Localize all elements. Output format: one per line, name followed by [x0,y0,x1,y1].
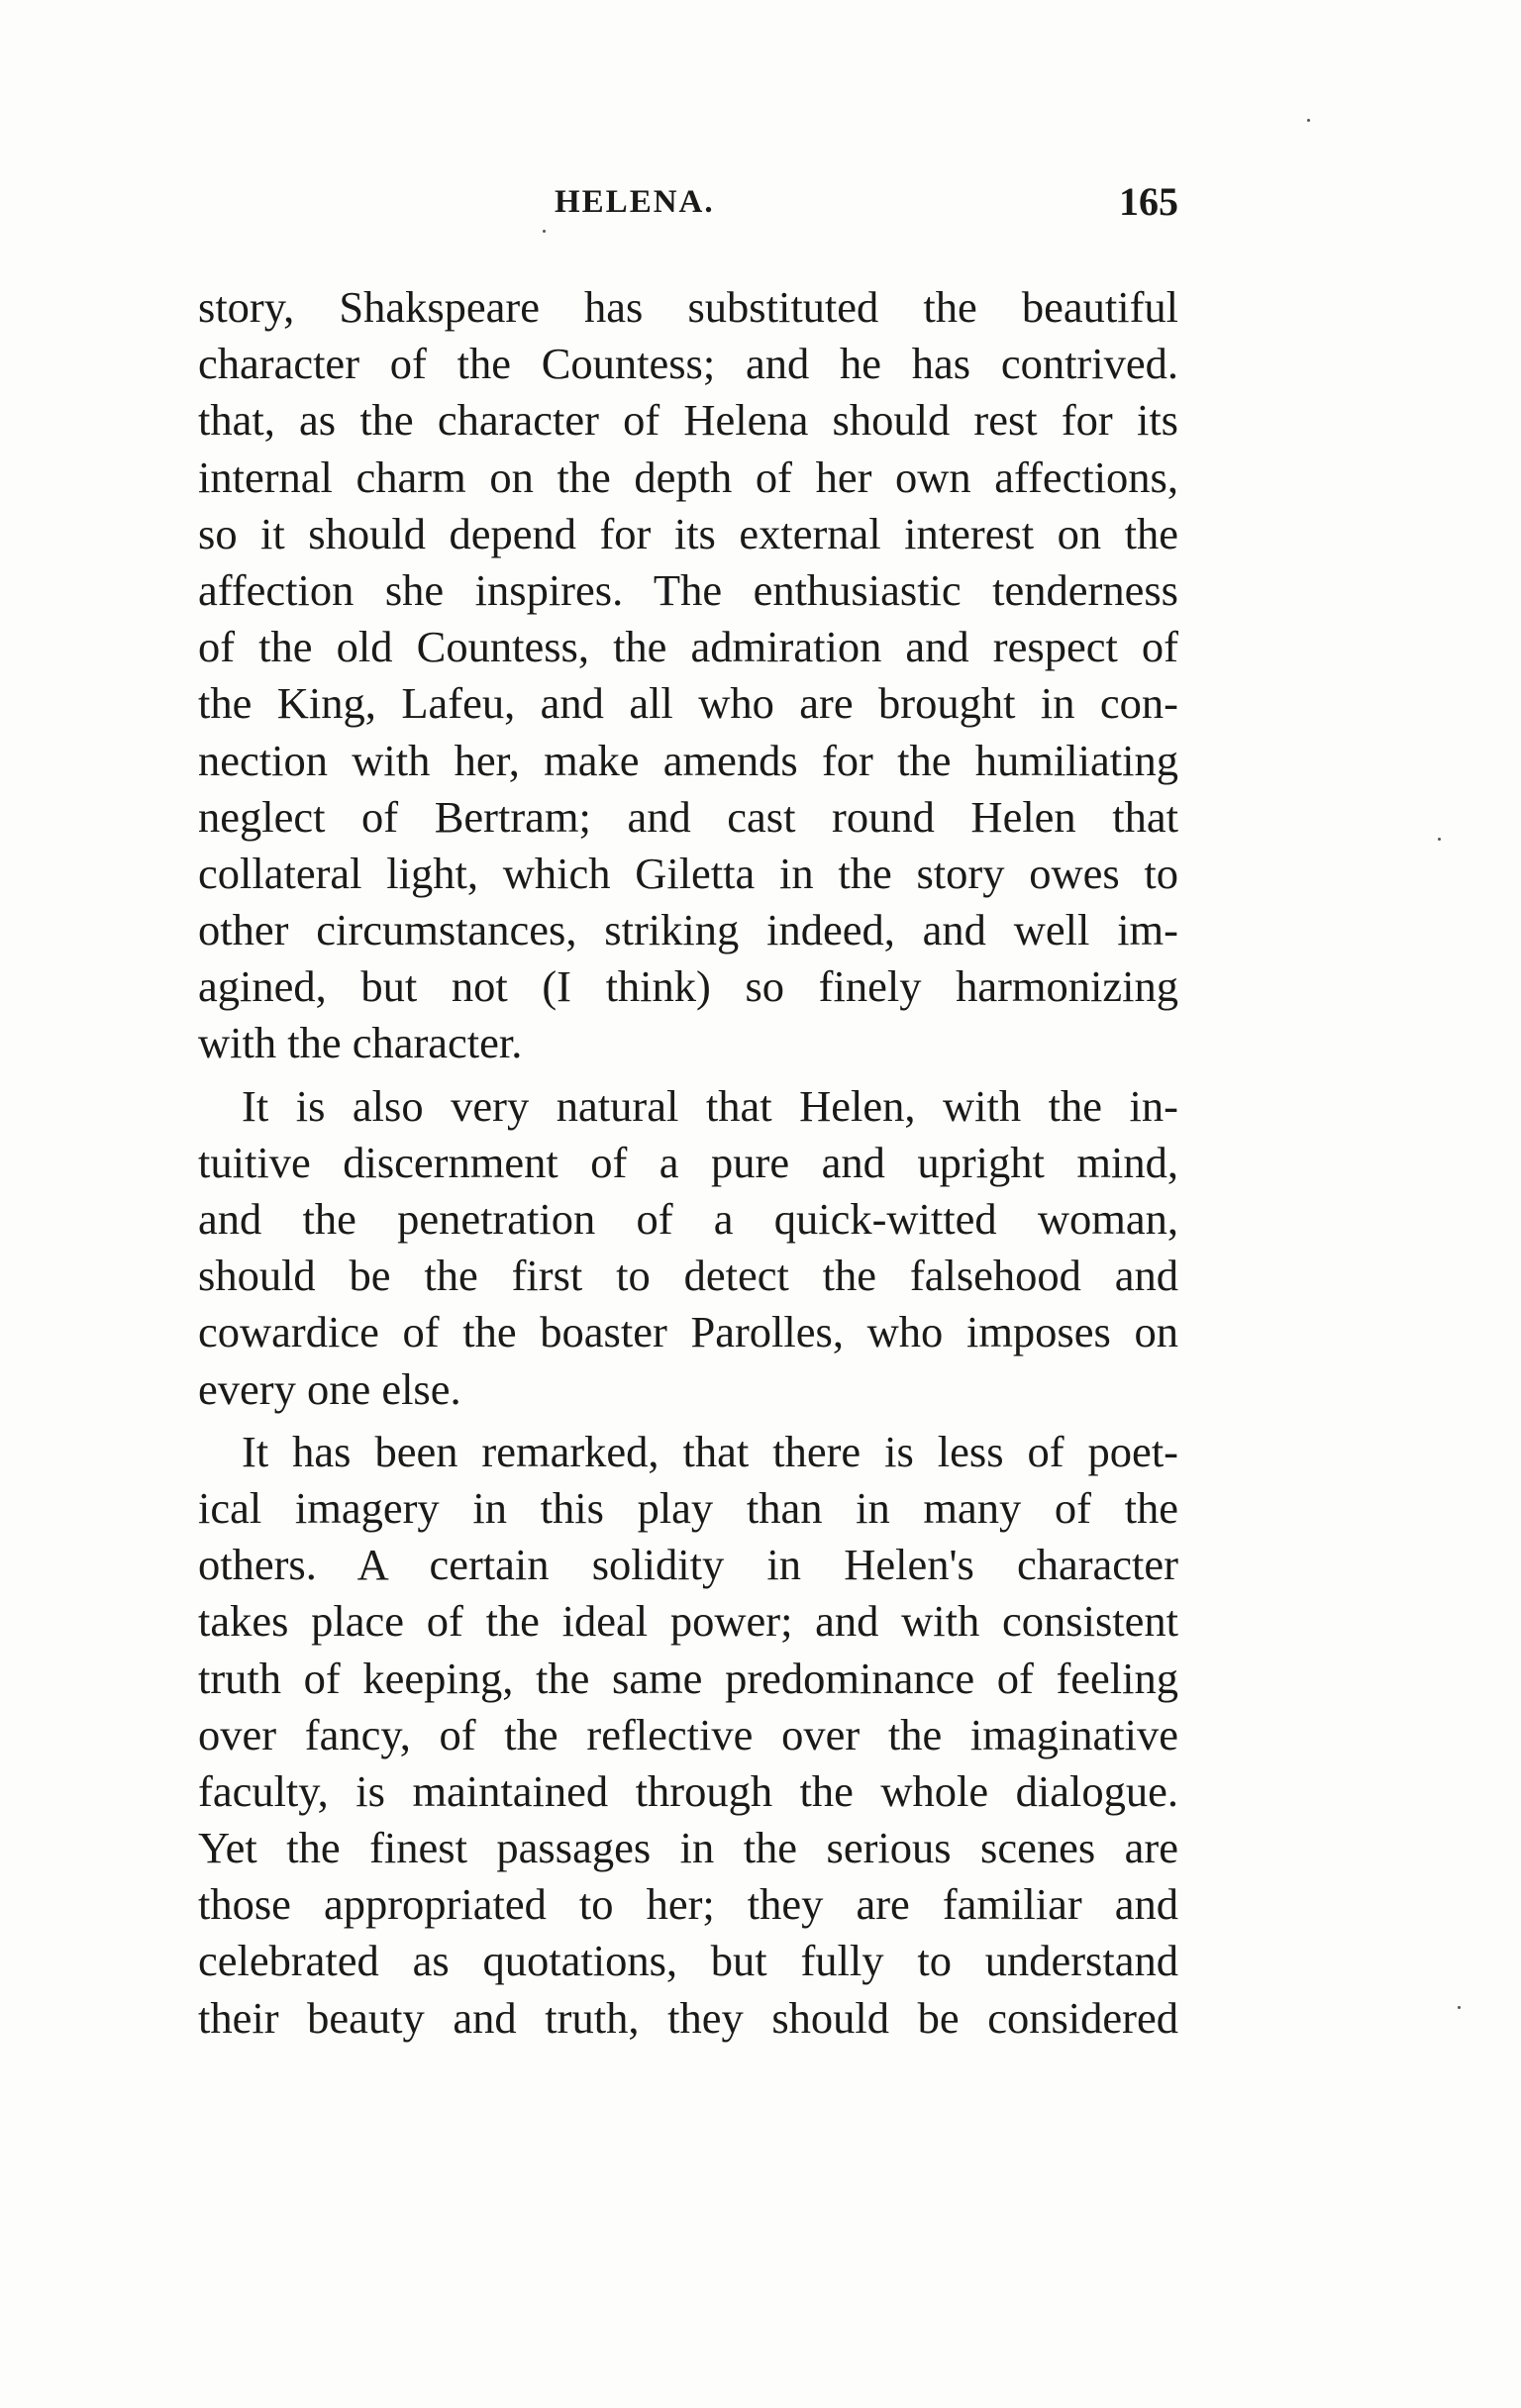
text-line: their beauty and truth, they should be considered [198,1992,1178,2043]
text-line: faculty, is maintained through the whole dialogue. [198,1765,1178,1816]
text-line: Yet the finest passages in the serious scenes are [198,1823,1178,1873]
text-line: It is also very natural that Helen, with the in- [242,1080,1178,1131]
scan-speck [1438,838,1441,841]
scan-speck [543,230,546,233]
text-line: of the old Countess, the admiration and respect of [198,622,1178,672]
text-line: neglect of Bertram; and cast round Helen that [198,791,1178,842]
text-line: truth of keeping, the same predominance of feeling [198,1653,1178,1703]
text-line: should be the first to detect the falsehood and [198,1251,1178,1301]
running-title: HELENA. [555,184,715,220]
text-line: cowardice of the boaster Parolles, who imposes on [198,1307,1178,1357]
text-line: that, as the character of Helena should rest for its [198,395,1178,446]
text-line: nection with her, make amends for the humiliating [198,735,1178,785]
text-line: with the character. [198,1018,523,1068]
text-line: the King, Lafeu, and all who are brought in con- [198,678,1178,729]
text-line: tuitive discernment of a pure and upright mind, [198,1137,1178,1187]
text-line: over fancy, of the reflective over the imaginative [198,1709,1178,1759]
text-line: celebrated as quotations, but fully to understand [198,1936,1178,1986]
scan-speck [1458,2006,1461,2009]
running-head [198,179,1188,244]
body-text [198,279,1178,2047]
text-line: It has been remarked, that there is less of poet- [242,1426,1178,1476]
text-line: story, Shakspeare has substituted the beautiful [198,282,1178,332]
page-number: 165 [1119,179,1178,224]
text-line: so it should depend for its external interest on the [198,508,1178,558]
text-line: other circumstances, striking indeed, and well im- [198,905,1178,955]
text-line: and the penetration of a quick-witted woman, [198,1194,1178,1244]
scan-speck [1307,119,1310,122]
text-line: those appropriated to her; they are familiar and [198,1879,1178,1930]
text-line: affection she inspires. The enthusiastic tenderness [198,564,1178,615]
text-line: others. A certain solidity in Helen's character [198,1540,1178,1590]
text-line: internal charm on the depth of her own affections, [198,452,1178,502]
text-line: character of the Countess; and he has contrived. [198,339,1178,389]
text-line: takes place of the ideal power; and with consistent [198,1596,1178,1647]
text-line: every one else. [198,1363,461,1414]
text-line: agined, but not (I think) so finely harmonizing [198,961,1178,1012]
text-line: collateral light, which Giletta in the story owes to [198,848,1178,898]
text-line: ical imagery in this play than in many of the [198,1482,1178,1533]
